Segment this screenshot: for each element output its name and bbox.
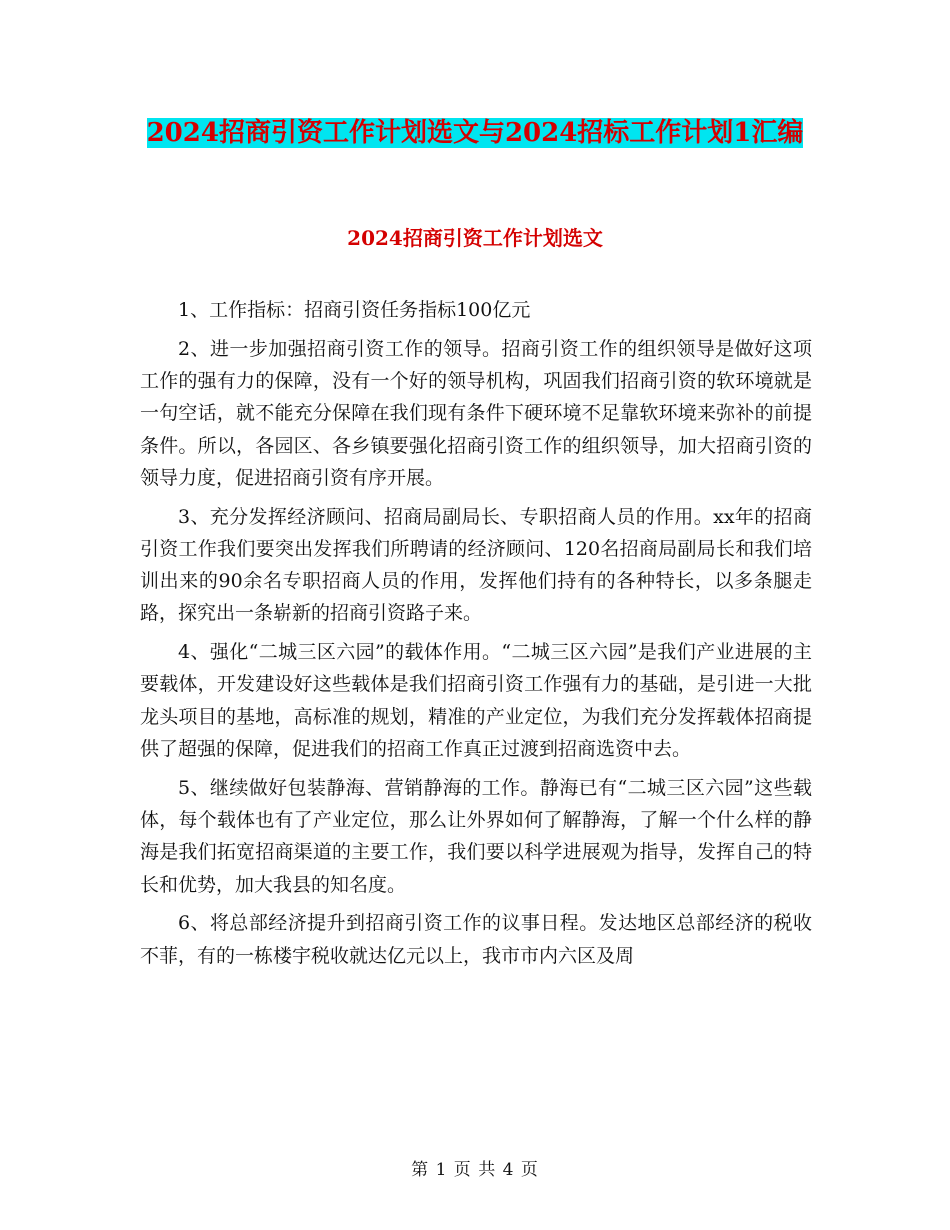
- paragraph-1: 1、工作指标：招商引资任务指标100亿元: [178, 299, 531, 321]
- paragraph-2: 2、进一步加强招商引资工作的领导。招商引资工作的组织领导是做好这项工作的强有力的保障，没有一个好的领导机构，巩固我们招商引资的软环境就是一句空话，就不能充分保障在我们现有条件下硬环境不足靠软环境来弥补的前提条件。所以，各园区、各乡镇要强化招商引资工作的组织领导，加大招商引资的领导力度，促进招商引资有序开展。: [140, 337, 812, 489]
- body-text: [140, 294, 812, 978]
- document-title: [140, 112, 810, 154]
- paragraph-6: 6、将总部经济提升到招商引资工作的议事日程。发达地区总部经济的税收不菲，有的一栋楼宇税收就达亿元以上，我市市内六区及周: [140, 912, 812, 967]
- document-title-text: 2024招商引资工作计划选文与2024招标工作计划1汇编: [146, 118, 804, 148]
- paragraph-3: 3、充分发挥经济顾问、招商局副局长、专职招商人员的作用。xx年的招商引资工作我们要突出发挥我们所聘请的经济顾问、120名招商局副局长和我们培训出来的90余名专职招商人员的作用，发挥他们持有的各种特长，以多条腿走路，探究出一条崭新的招商引资路子来。: [140, 505, 812, 625]
- page-footer: 第 1 页 共 4 页: [411, 1160, 539, 1180]
- paragraph-5: 5、继续做好包装静海、营销静海的工作。静海已有“二城三区六园”这些载体，每个载体也有了产业定位，那么让外界如何了解静海，了解一个什么样的静海是我们拓宽招商渠道的主要工作，我们要以科学进展观为指导，发挥自己的特长和优势，加大我县的知名度。: [140, 776, 812, 896]
- section-title: 2024招商引资工作计划选文: [347, 226, 603, 250]
- paragraph-4: 4、强化“二城三区六园”的载体作用。“二城三区六园”是我们产业进展的主要载体，开发建设好这些载体是我们招商引资工作强有力的基础，是引进一大批龙头项目的基地，高标准的规划，精准的产业定位，为我们充分发挥载体招商提供了超强的保障，促进我们的招商工作真正过渡到招商选资中去。: [140, 641, 812, 761]
